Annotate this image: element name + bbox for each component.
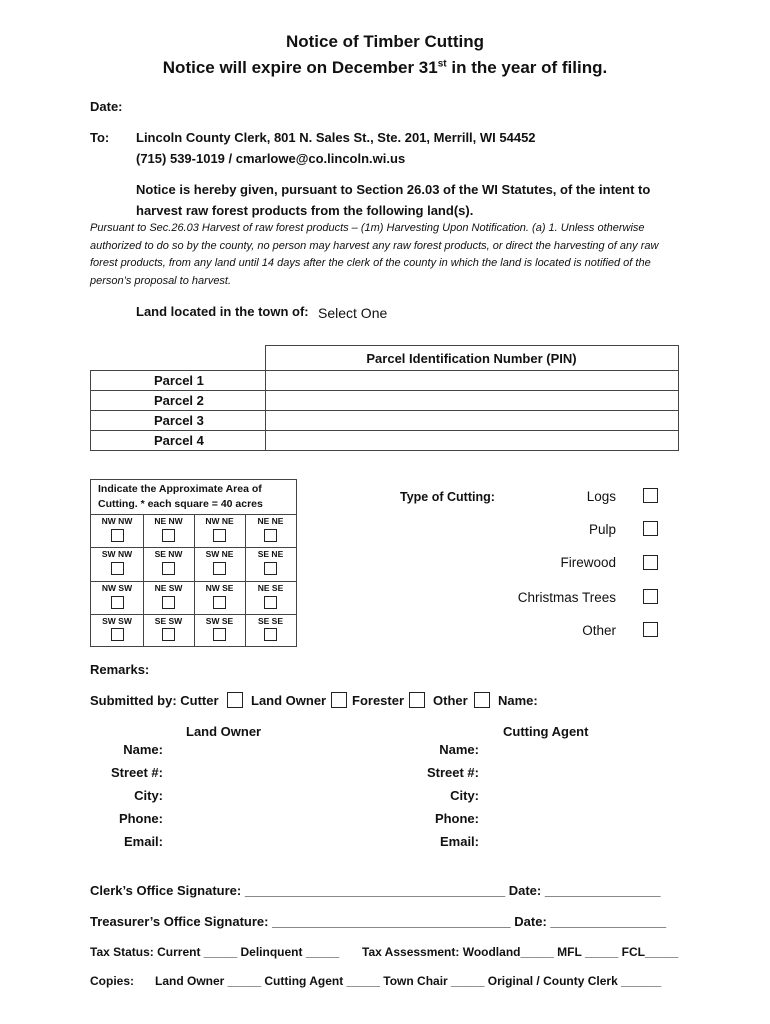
cutter-checkbox[interactable] — [227, 692, 243, 708]
notice-line-1: Notice is hereby given, pursuant to Section 26.03 of the WI Statutes, of the intent to — [136, 182, 651, 197]
pulp-checkbox[interactable] — [643, 521, 658, 536]
parcel-label: Parcel 2 — [91, 391, 266, 411]
land-located-label: Land located in the town of: — [136, 304, 309, 319]
to-label: To: — [90, 130, 110, 145]
remarks-label: Remarks: — [90, 662, 150, 677]
land-owner-checkbox[interactable] — [331, 692, 347, 708]
christmas-trees-checkbox[interactable] — [643, 589, 658, 604]
pin-input-2[interactable] — [265, 391, 678, 411]
cutting-type-firewood: Firewood — [560, 555, 616, 570]
area-title-2: Cutting. * each square = 40 acres — [98, 498, 263, 510]
quarter-checkbox[interactable] — [264, 628, 277, 641]
pin-input-3[interactable] — [265, 411, 678, 431]
treasurer-signature-line: Treasurer’s Office Signature: _________________________________ Date: ________________ — [90, 914, 667, 929]
statute-text: Pursuant to Sec.26.03 Harvest of raw forest products – (1m) Harvesting Upon Notification. (a) 1. Unless otherwise authorized to do so by the county, no person may harvest any raw forest products, or direct the harvesting of any raw forest products, from any land until 14 days after the clerk of the county in which the land is located is notified of the person’s proposal to harvest. — [90, 222, 659, 287]
forester-option: Forester — [352, 693, 405, 708]
parcel-label: Parcel 4 — [91, 431, 266, 451]
quarter-label: SW NW — [101, 549, 133, 559]
submitted-name-label: Name: — [498, 693, 538, 708]
date-label: Date: — [90, 99, 123, 114]
quarter-checkbox[interactable] — [213, 628, 226, 641]
quarter-label: NE SW — [154, 583, 183, 593]
cutting-agent-heading: Cutting Agent — [503, 724, 589, 739]
submitted-by-label: Submitted by: Cutter — [90, 693, 219, 708]
table-row — [91, 411, 679, 431]
logs-checkbox[interactable] — [643, 488, 658, 503]
agent-email-label: Email: — [439, 834, 479, 849]
other-cutting-checkbox[interactable] — [643, 622, 658, 637]
agent-street-label: Street #: — [426, 765, 479, 780]
table-row — [91, 371, 679, 391]
owner-name-label: Name: — [123, 742, 163, 757]
quarter-label: NW SW — [101, 583, 133, 593]
quarter-checkbox[interactable] — [111, 628, 124, 641]
quarter-label: NE NW — [154, 516, 183, 526]
quarter-checkbox[interactable] — [213, 529, 226, 542]
quarter-label: NE SE — [257, 583, 284, 593]
town-select[interactable]: Select One — [318, 305, 388, 321]
subtitle-post: in the year of filing. — [446, 58, 608, 77]
tax-status: Tax Status: Current _____ Delinquent _____ — [90, 945, 340, 959]
copies-label: Copies: — [90, 974, 135, 988]
cutting-type-logs: Logs — [586, 489, 616, 504]
notice-line-2: harvest raw forest products from the following land(s). — [136, 203, 474, 218]
owner-city-label: City: — [134, 788, 163, 803]
quarter-checkbox[interactable] — [213, 596, 226, 609]
quarter-label: NW NW — [101, 516, 133, 526]
quarter-label: SW SW — [102, 616, 132, 626]
quarter-label: SW SE — [205, 616, 234, 626]
parcel-label: Parcel 1 — [91, 371, 266, 391]
agent-phone-label: Phone: — [434, 811, 479, 826]
quarter-checkbox[interactable] — [213, 562, 226, 575]
cutting-type-pulp: Pulp — [588, 522, 616, 537]
quarter-label: NW NE — [205, 516, 234, 526]
quarter-label: SE NE — [257, 549, 284, 559]
land-owner-heading: Land Owner — [186, 724, 262, 739]
firewood-checkbox[interactable] — [643, 555, 658, 570]
clerk-signature-line: Clerk’s Office Signature: ____________________________________ Date: ________________ — [90, 883, 661, 898]
quarter-checkbox[interactable] — [162, 628, 175, 641]
quarter-checkbox[interactable] — [162, 529, 175, 542]
other-option: Other — [433, 693, 468, 708]
forester-checkbox[interactable] — [409, 692, 425, 708]
quarter-label: SE SE — [257, 616, 284, 626]
land-owner-option: Land Owner — [251, 693, 327, 708]
pin-input-1[interactable] — [265, 371, 678, 391]
cutting-type-christmas-trees: Christmas Trees — [517, 590, 616, 605]
pin-header: Parcel Identification Number (PIN) — [265, 346, 678, 371]
quarter-checkbox[interactable] — [264, 529, 277, 542]
pin-table — [90, 345, 679, 451]
owner-street-label: Street #: — [110, 765, 163, 780]
subtitle-sup: st — [437, 58, 447, 70]
quarter-checkbox[interactable] — [264, 596, 277, 609]
agent-city-label: City: — [450, 788, 479, 803]
cutting-type-other: Other — [582, 623, 616, 638]
quarter-label: NW SE — [205, 583, 234, 593]
area-grid — [90, 479, 297, 647]
quarter-checkbox[interactable] — [111, 529, 124, 542]
other-checkbox[interactable] — [474, 692, 490, 708]
quarter-checkbox[interactable] — [162, 596, 175, 609]
area-title-1: Indicate the Approximate Area of — [98, 483, 262, 495]
quarter-label: SW NE — [205, 549, 234, 559]
agent-name-label: Name: — [439, 742, 479, 757]
tax-assessment: Tax Assessment: Woodland_____ MFL _____ FCL_____ — [362, 945, 679, 959]
type-of-cutting-label: Type of Cutting: — [400, 490, 495, 504]
subtitle-pre: Notice will expire on December 31 — [162, 58, 438, 77]
quarter-checkbox[interactable] — [111, 562, 124, 575]
to-address: Lincoln County Clerk, 801 N. Sales St., Ste. 201, Merrill, WI 54452 — [136, 130, 536, 145]
table-row — [91, 431, 679, 451]
quarter-label: NE NE — [257, 516, 284, 526]
parcel-label: Parcel 3 — [91, 411, 266, 431]
quarter-checkbox[interactable] — [162, 562, 175, 575]
form-subtitle — [0, 58, 770, 78]
form-title: Notice of Timber Cutting — [285, 32, 484, 51]
quarter-checkbox[interactable] — [111, 596, 124, 609]
copies-list: Land Owner _____ Cutting Agent _____ Town Chair _____ Original / County Clerk ______ — [155, 974, 662, 988]
table-row — [91, 391, 679, 411]
quarter-checkbox[interactable] — [264, 562, 277, 575]
owner-phone-label: Phone: — [118, 811, 163, 826]
quarter-label: SE NW — [154, 549, 183, 559]
pin-input-4[interactable] — [265, 431, 678, 451]
to-contact: (715) 539-1019 / cmarlowe@co.lincoln.wi.us — [136, 151, 406, 166]
owner-email-label: Email: — [123, 834, 163, 849]
quarter-label: SE SW — [154, 616, 183, 626]
